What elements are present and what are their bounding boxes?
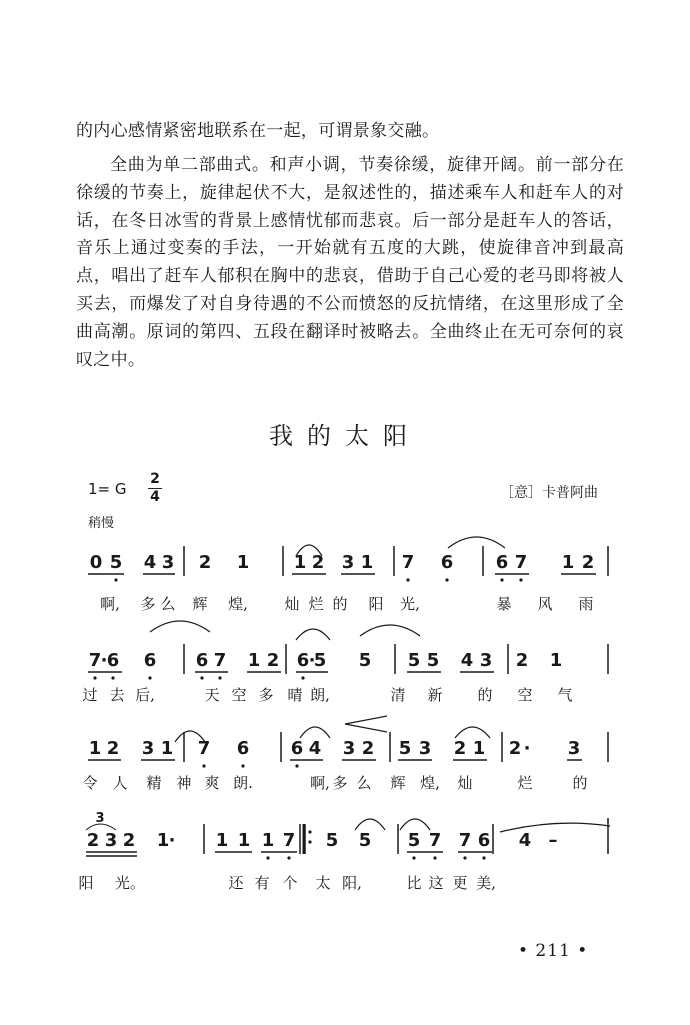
score-lyric: 煌,	[420, 774, 440, 792]
score-lyric: 过	[82, 686, 98, 704]
score-lyric: 空	[517, 686, 533, 704]
octave-dot	[111, 676, 114, 679]
score-note: 7	[213, 650, 227, 671]
score-note: 3	[341, 552, 355, 573]
score-lyric: 辉	[192, 595, 208, 613]
score-lyric: 啊,	[310, 774, 330, 792]
slur-arc	[455, 727, 490, 738]
slur-arc	[360, 625, 420, 636]
octave-dot	[301, 676, 304, 679]
score-note: 7	[514, 552, 528, 573]
score-lyric: 朗.	[233, 774, 253, 792]
score-lyric: 清	[390, 686, 406, 704]
score-lyric: 阳	[368, 595, 384, 613]
score-note: 3	[567, 738, 581, 759]
score-lyric: 空	[231, 686, 247, 704]
score-lyric: 的	[572, 774, 588, 792]
octave-dot	[241, 764, 244, 767]
slur-arc	[296, 629, 330, 640]
score-lyric: 去	[109, 686, 125, 704]
score-lyric: 美,	[476, 874, 496, 892]
repeat-dot	[308, 840, 311, 843]
octave-dot	[218, 676, 221, 679]
score-lyric: 阳	[78, 874, 94, 892]
score-lyric: 烂	[517, 774, 533, 792]
score-note: 1	[472, 738, 486, 759]
slur-arc	[355, 819, 385, 830]
score-note: 3	[104, 830, 118, 851]
slur-arc	[400, 819, 430, 830]
score-note: 7	[458, 830, 472, 851]
score-note: 6	[106, 650, 120, 671]
score-note: 4	[460, 650, 474, 671]
score-lyric: 比	[406, 874, 422, 892]
score-lyric: 多	[140, 595, 156, 613]
octave-dot	[412, 856, 415, 859]
score-note: 6	[495, 552, 509, 573]
octave-dot	[500, 578, 503, 581]
score-lyric: 么	[160, 595, 176, 613]
slur-arc	[150, 621, 210, 632]
score-note: 2	[508, 738, 522, 759]
score-lyric: 天	[204, 686, 220, 704]
score-note: 7	[88, 650, 102, 671]
slur-arc	[300, 727, 330, 738]
score-lyric: 暴	[496, 595, 512, 613]
score-note: 1	[88, 738, 102, 759]
time-signature-bottom: 4	[150, 489, 160, 505]
score-note: 1	[160, 738, 174, 759]
score-note: ·	[168, 830, 176, 851]
score-note: 5	[358, 650, 372, 671]
score-note: 2	[106, 738, 120, 759]
score-note: ·	[100, 650, 108, 671]
score-note: 3	[479, 650, 493, 671]
score-lyric: 光。	[114, 874, 146, 892]
score-note: 5	[358, 830, 372, 851]
score-note: 2	[266, 650, 280, 671]
score-note: 5	[398, 738, 412, 759]
paragraph-1: 的内心感情紧密地联系在一起，可谓景象交融。	[76, 121, 440, 141]
octave-dot	[148, 676, 151, 679]
score-note: 7	[282, 830, 296, 851]
key-signature: 1= G	[88, 480, 127, 498]
score-note: 1	[261, 830, 275, 851]
score-note: 7	[428, 830, 442, 851]
score-note: 1	[293, 552, 307, 573]
score-note: 2	[311, 552, 325, 573]
composer-credit: ［意］卡普阿曲	[500, 485, 598, 501]
score-lyric: 有	[254, 874, 270, 892]
score-note: 6	[290, 738, 304, 759]
score-note: 0	[89, 552, 103, 573]
octave-dot	[266, 856, 269, 859]
score-note: 3	[342, 738, 356, 759]
score-note: 7	[197, 738, 211, 759]
score-lyric: 个	[282, 874, 298, 892]
score-lyric: 太	[315, 874, 331, 892]
score-lyric: 光,	[400, 595, 420, 613]
slur-arc	[448, 537, 505, 548]
octave-dot	[287, 856, 290, 859]
score-note: 7	[401, 552, 415, 573]
tuplet-number: 3	[95, 811, 105, 826]
score-lyric: 气	[557, 686, 573, 704]
score-note: 4	[518, 830, 532, 851]
song-title: 我的太阳	[269, 422, 421, 450]
score-note: 3	[418, 738, 432, 759]
score-note: 4	[308, 738, 322, 759]
score-lyric: 后,	[135, 686, 155, 704]
score-lyric: 辉	[390, 774, 406, 792]
score-lyric: 灿	[284, 595, 300, 613]
score-lyric: 的	[477, 686, 493, 704]
score-lyric: 人	[112, 774, 128, 792]
score-note: –	[548, 830, 558, 851]
score-note: 1	[360, 552, 374, 573]
score-lyric: 烂	[308, 595, 324, 613]
score-note: 1	[561, 552, 575, 573]
octave-dot	[445, 578, 448, 581]
octave-dot	[93, 676, 96, 679]
score-note: 1	[215, 830, 229, 851]
score-note: 2	[453, 738, 467, 759]
octave-dot	[463, 856, 466, 859]
time-signature-top: 2	[150, 471, 160, 487]
score-note: 5	[407, 650, 421, 671]
score-note: 1	[549, 650, 563, 671]
octave-dot	[433, 856, 436, 859]
score-lyric: 新	[427, 686, 443, 704]
score-lyric: 灿	[457, 774, 473, 792]
score-note: ·	[523, 738, 531, 759]
octave-dot	[295, 764, 298, 767]
score-note: 5	[313, 650, 327, 671]
score-lyric: 多	[258, 686, 274, 704]
score-note: 5	[325, 830, 339, 851]
score-note: 2	[515, 650, 529, 671]
octave-dot	[200, 676, 203, 679]
decrescendo-hairpin	[345, 716, 387, 732]
octave-dot	[482, 856, 485, 859]
score-note: 1	[247, 650, 261, 671]
octave-dot	[114, 578, 117, 581]
score-lyric: 风	[537, 595, 553, 613]
score-note: 6	[440, 552, 454, 573]
score-note: 4	[143, 552, 157, 573]
score-note: 2	[198, 552, 212, 573]
score-note: 2	[361, 738, 375, 759]
score-lyric: 爽	[204, 774, 220, 792]
score-lyric: 煌,	[228, 595, 248, 613]
tempo-marking: 稍慢	[88, 516, 115, 531]
score-note: 5	[407, 830, 421, 851]
repeat-dot	[308, 830, 311, 833]
score-lyric: 多	[332, 774, 348, 792]
score-note: 2	[581, 552, 595, 573]
score-note: 6	[236, 738, 250, 759]
score-lyric: 么	[356, 774, 372, 792]
score-note: 1	[237, 830, 251, 851]
score-lyric: 雨	[578, 595, 594, 613]
octave-dot	[406, 578, 409, 581]
score-note: 3	[161, 552, 175, 573]
score-note: 1	[156, 830, 170, 851]
octave-dot	[202, 764, 205, 767]
score-lyric: 这	[428, 874, 444, 892]
score-note: 5	[109, 552, 123, 573]
score-lyric: 更	[452, 874, 468, 892]
score-lyric: 神	[176, 774, 192, 792]
score-note: 6	[477, 830, 491, 851]
paragraph-2: 全曲为单二部曲式。和声小调，节奏徐缓，旋律开阔。前一部分在徐缓的节奏上，旋律起伏不大，是叙述性的，描述乘车人和赶车人的对话，在冬日冰雪的背景上感情忧郁而悲哀。后一部分是赶车人的答话，音乐上通过变奏的手法，一开始就有五度的大跳，使旋律音冲到最高点，唱出了赶车人郁积在胸中的悲哀，借助于自己心爱的老马即将被人买去，而爆发了对自身待遇的不公而愤怒的反抗情绪，在这里形成了全曲高潮。原词的第四、五段在翻译时被略去。全曲终止在无可奈何的哀叹之中。	[76, 155, 624, 370]
score-lyric: 还	[228, 874, 244, 892]
page-number: • 211 •	[518, 941, 589, 961]
score-note: 5	[426, 650, 440, 671]
score-note: 6	[143, 650, 157, 671]
score-lyric: 令	[82, 774, 98, 792]
score-note: 2	[122, 830, 136, 851]
score-lyric: 阳,	[342, 874, 362, 892]
score-lyric: 晴	[287, 686, 303, 704]
score-note: 3	[141, 738, 155, 759]
score-lyric: 朗,	[310, 686, 330, 704]
score-note: 2	[86, 830, 100, 851]
score-note: ·	[308, 650, 316, 671]
score-note: 1	[236, 552, 250, 573]
score-lyric: 的	[332, 595, 348, 613]
score-lyric: 精	[146, 774, 162, 792]
score-note: 6	[296, 650, 310, 671]
score-note: 6	[195, 650, 209, 671]
score-lyric: 啊,	[100, 595, 120, 613]
octave-dot	[519, 578, 522, 581]
